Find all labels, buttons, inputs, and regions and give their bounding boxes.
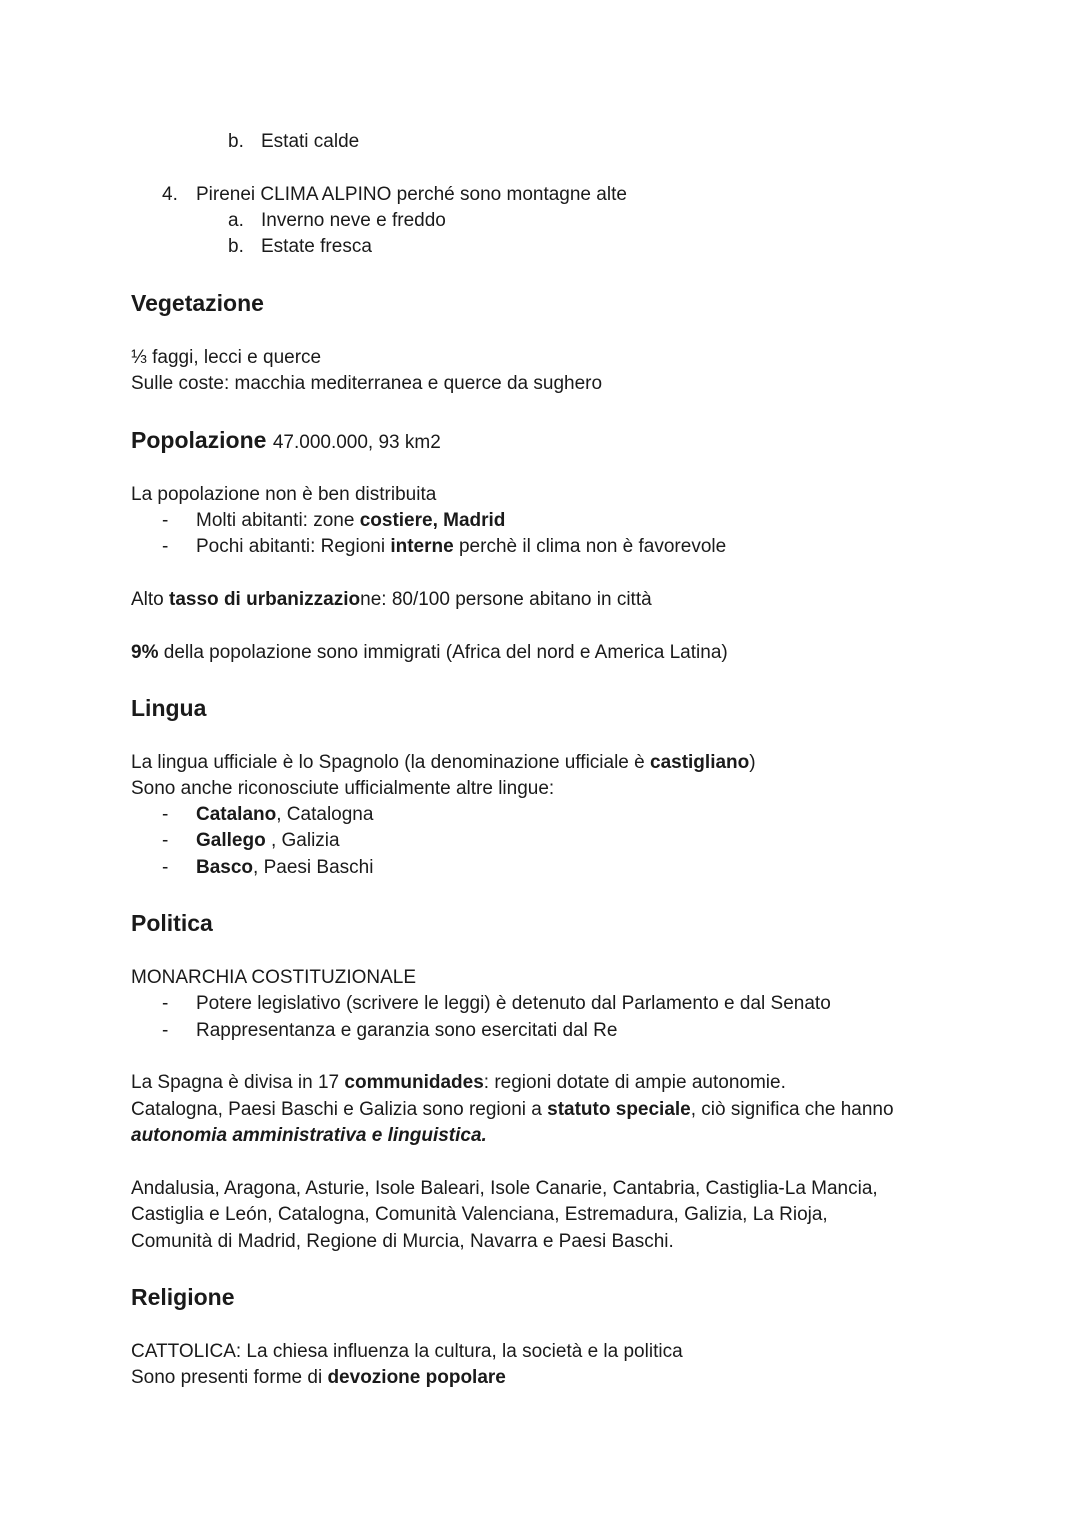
text-line: Andalusia, Aragona, Asturie, Isole Baleari, Isole Canarie, Cantabria, Castiglia-La Mancia, [131, 1178, 878, 1199]
section-heading-religione: Religione [131, 1284, 235, 1310]
bullet-marker: - [162, 993, 169, 1014]
section-heading-politica: Politica [131, 910, 213, 936]
text-line: Sono anche riconosciute ufficialmente altre lingue: [131, 778, 555, 799]
list-marker: b. [228, 236, 244, 257]
bullet-marker: - [162, 804, 169, 825]
text-line: Castiglia e León, Catalogna, Comunità Valenciana, Estremadura, Galizia, La Rioja, [131, 1204, 828, 1225]
bullet-marker: - [162, 1020, 169, 1041]
bullet-item: Pochi abitanti: Regioni interne perchè il clima non è favorevole [196, 536, 727, 557]
text-line: ⅓ faggi, lecci e querce [131, 347, 322, 368]
bullet-item: Rappresentanza e garanzia sono esercitati dal Re [196, 1020, 618, 1041]
bullet-item: Gallego , Galizia [196, 830, 340, 851]
list-item: Estate fresca [261, 236, 372, 257]
bullet-item: Catalano, Catalogna [196, 804, 374, 825]
text-line: La lingua ufficiale è lo Spagnolo (la denominazione ufficiale è castigliano) [131, 752, 756, 773]
text-line: CATTOLICA: La chiesa influenza la cultura, la società e la politica [131, 1341, 683, 1362]
bullet-item: Potere legislativo (scrivere le leggi) è detenuto dal Parlamento e dal Senato [196, 993, 831, 1014]
text-line: MONARCHIA COSTITUZIONALE [131, 967, 417, 988]
text-line: Alto tasso di urbanizzazione: 80/100 persone abitano in città [131, 589, 652, 610]
bullet-marker: - [162, 857, 169, 878]
text-line: Sono presenti forme di devozione popolare [131, 1367, 506, 1388]
bullet-item: Basco, Paesi Baschi [196, 857, 374, 878]
text-line: La popolazione non è ben distribuita [131, 484, 437, 505]
list-marker: b. [228, 131, 244, 152]
list-item: Inverno neve e freddo [261, 210, 446, 231]
text-line: 9% della popolazione sono immigrati (Africa del nord e America Latina) [131, 642, 728, 663]
bullet-marker: - [162, 830, 169, 851]
section-heading-lingua: Lingua [131, 695, 207, 721]
list-item: Estati calde [261, 131, 360, 152]
bullet-item: Molti abitanti: zone costiere, Madrid [196, 510, 506, 531]
section-heading-popolazione [131, 425, 441, 458]
list-marker: a. [228, 210, 244, 231]
text-line: Catalogna, Paesi Baschi e Galizia sono regioni a statuto speciale, ciò significa che hanno [131, 1099, 894, 1120]
text-line: autonomia amministrativa e linguistica. [131, 1125, 487, 1146]
list-item: Pirenei CLIMA ALPINO perché sono montagne alte [196, 184, 627, 205]
list-marker: 4. [162, 184, 178, 205]
heading-text: Popolazione [131, 427, 267, 453]
section-heading-vegetazione: Vegetazione [131, 290, 264, 316]
text-line: La Spagna è divisa in 17 communidades: regioni dotate di ampie autonomie. [131, 1072, 786, 1093]
heading-info: 47.000.000, 93 km2 [272, 432, 441, 453]
text-line: Sulle coste: macchia mediterranea e querce da sughero [131, 373, 603, 394]
text-line: Comunità di Madrid, Regione di Murcia, Navarra e Paesi Baschi. [131, 1231, 674, 1252]
bullet-marker: - [162, 510, 169, 531]
bullet-marker: - [162, 536, 169, 557]
